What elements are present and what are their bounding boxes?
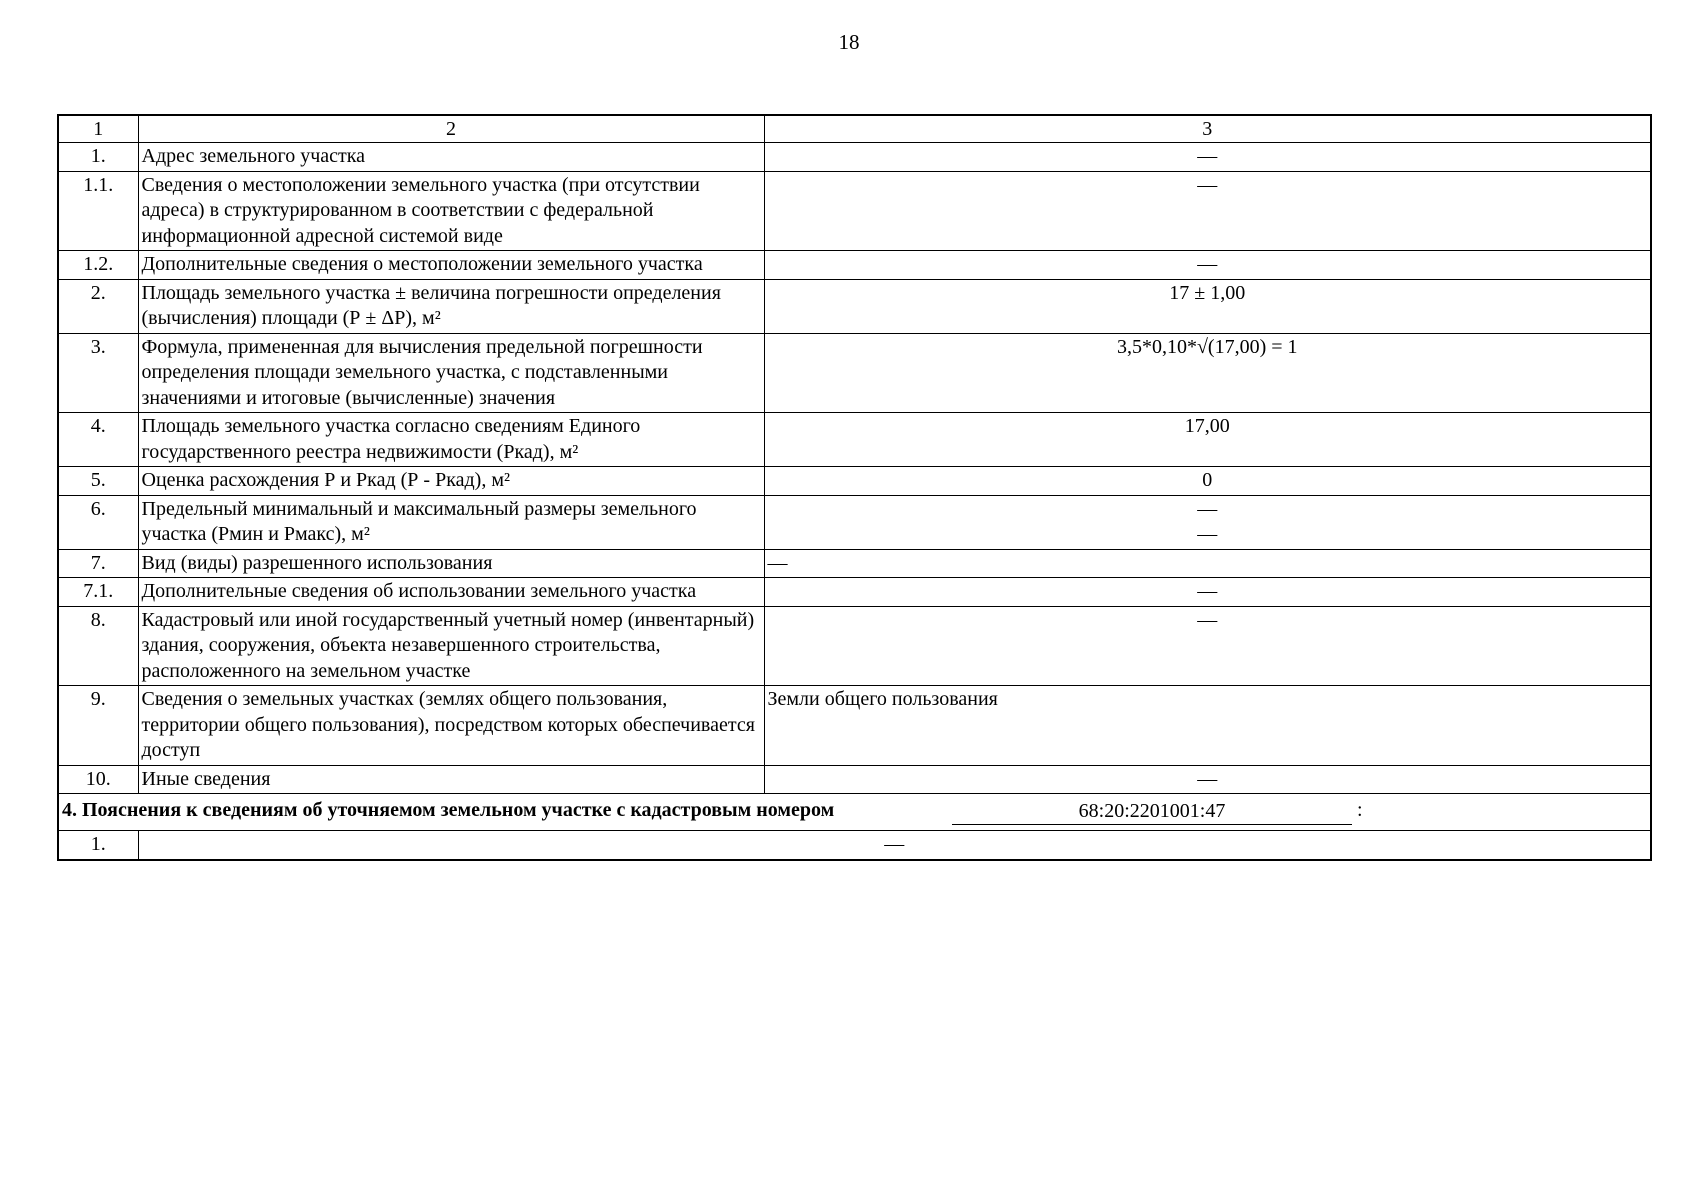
table-row [58, 143, 1651, 172]
max-size-value: — [1197, 523, 1218, 545]
row-description: Сведения о местоположении земельного участка (при отсутствии адреса) в структурированном в соответствии с федеральной информационной адресной системой виде [138, 171, 764, 251]
row-value: — [764, 765, 1651, 794]
table-row [58, 171, 1651, 251]
row-description: Предельный минимальный и максимальный размеры земельного участка (Рмин и Рмакс), м² [138, 495, 764, 549]
row-description: Вид (виды) разрешенного использования [138, 549, 764, 578]
row-description: Площадь земельного участка согласно сведениям Единого государственного реестра недвижимости (Ркад), м² [138, 413, 764, 467]
row-number: 1. [58, 143, 138, 172]
row-description: Кадастровый или иной государственный учетный номер (инвентарный) здания, сооружения, объекта незавершенного строительства, расположенного на земельном участке [138, 606, 764, 686]
row-description: Адрес земельного участка [138, 143, 764, 172]
row-value: Земли общего пользования [764, 686, 1651, 766]
row-value [764, 495, 1651, 549]
column-header-1: 1 [58, 115, 138, 143]
row-number: 1. [58, 831, 138, 860]
row-value: 3,5*0,10*√(17,00) = 1 [764, 333, 1651, 413]
row-description: Формула, примененная для вычисления предельной погрешности определения площади земельного участка, с подставленными значениями и итоговые (вычисленные) значения [138, 333, 764, 413]
row-value: — [138, 831, 1651, 860]
table-row [58, 495, 1651, 549]
table-header-row [58, 115, 1651, 143]
row-value: 17 ± 1,00 [764, 279, 1651, 333]
page-number: 18 [838, 30, 860, 54]
row-value: — [764, 171, 1651, 251]
cadastral-number: 68:20:2201001:47 [952, 798, 1352, 825]
row-number: 8. [58, 606, 138, 686]
table-row [58, 549, 1651, 578]
row-number: 3. [58, 333, 138, 413]
row-number: 4. [58, 413, 138, 467]
section-4-heading-row [58, 794, 1651, 831]
table-row [58, 413, 1651, 467]
row-description: Дополнительные сведения о местоположении земельного участка [138, 251, 764, 280]
section-4-colon: : [1357, 799, 1363, 821]
row-value: — [764, 251, 1651, 280]
row-number: 6. [58, 495, 138, 549]
column-header-3: 3 [764, 115, 1651, 143]
row-value: — [764, 606, 1651, 686]
table-row [58, 831, 1651, 860]
row-number: 9. [58, 686, 138, 766]
row-value: 0 [764, 467, 1651, 496]
row-number: 1.1. [58, 171, 138, 251]
row-description: Сведения о земельных участках (землях общего пользования, территории общего пользования), посредством которых обеспечивается доступ [138, 686, 764, 766]
min-size-value: — [1197, 497, 1218, 520]
row-value: — [764, 578, 1651, 607]
table-row [58, 606, 1651, 686]
table-row [58, 333, 1651, 413]
row-description: Дополнительные сведения об использовании земельного участка [138, 578, 764, 607]
row-description: Иные сведения [138, 765, 764, 794]
row-value: — [764, 143, 1651, 172]
table-row [58, 251, 1651, 280]
table-row [58, 467, 1651, 496]
table-row [58, 686, 1651, 766]
table-row [58, 765, 1651, 794]
row-number: 1.2. [58, 251, 138, 280]
row-value: — [764, 549, 1651, 578]
row-description: Оценка расхождения Р и Ркад (Р - Ркад), м² [138, 467, 764, 496]
section-4-heading-cell [58, 794, 1651, 831]
table-row [58, 279, 1651, 333]
row-number: 2. [58, 279, 138, 333]
row-description: Площадь земельного участка ± величина погрешности определения (вычисления) площади (Р ± ΔР), м² [138, 279, 764, 333]
column-header-2: 2 [138, 115, 764, 143]
section-4-title: 4. Пояснения к сведениям об уточняемом земельном участке с кадастровым номером [62, 799, 835, 821]
row-number: 7. [58, 549, 138, 578]
land-plot-table [57, 114, 1652, 861]
table-row [58, 578, 1651, 607]
row-number: 10. [58, 765, 138, 794]
row-value: 17,00 [764, 413, 1651, 467]
row-number: 7.1. [58, 578, 138, 607]
row-number: 5. [58, 467, 138, 496]
